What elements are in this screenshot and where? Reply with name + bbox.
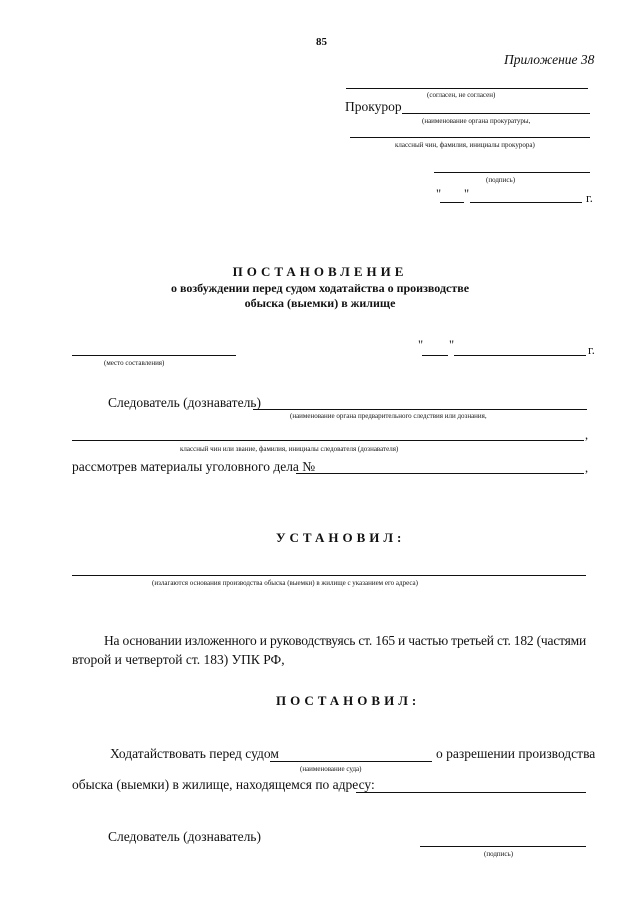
agree-line <box>346 88 588 89</box>
document-subtitle-line-2: обыска (выемки) в жилище <box>244 296 396 310</box>
court-name-line <box>270 761 432 762</box>
petition-start-text: Ходатайствовать перед судом <box>110 746 279 761</box>
prosecutor-organ-line <box>402 113 590 114</box>
page-number: 85 <box>316 36 327 48</box>
prosecutor-rank-line <box>350 137 590 138</box>
established-heading: УСТАНОВИЛ: <box>276 530 406 545</box>
investigator-organ-line <box>253 409 587 410</box>
prosecutor-date-month-line <box>470 202 582 203</box>
footer-investigator-label: Следователь (дознаватель) <box>108 829 261 844</box>
decided-heading: ПОСТАНОВИЛ: <box>276 693 421 708</box>
date-year-suffix: г. <box>588 343 595 357</box>
footer-signature-note: (подпись) <box>484 850 514 858</box>
prosecutor-date-day-line <box>440 202 464 203</box>
prosecutor-rank-note: классный чин, фамилия, инициалы прокурора) <box>395 141 535 149</box>
date-quote-close: " <box>449 338 455 352</box>
prosecutor-signature-note: (подпись) <box>486 176 516 184</box>
court-name-note: (наименование суда) <box>300 765 362 773</box>
appendix-label: Приложение 38 <box>504 52 595 67</box>
case-materials-text: рассмотрев материалы уголовного дела № <box>72 459 316 474</box>
agree-note: (согласен, не согласен) <box>427 91 496 99</box>
document-subtitle-line-1: о возбуждении перед судом ходатайства о производстве <box>170 281 470 295</box>
investigator-organ-note: (наименование органа предварительного следствия или дознания, <box>290 412 487 420</box>
investigator-rank-line <box>72 440 584 441</box>
address-line <box>356 792 586 793</box>
place-line <box>72 355 236 356</box>
prosecutor-signature-line <box>434 172 590 173</box>
place-note: (место составления) <box>104 359 165 367</box>
date-quote-open: " <box>418 338 424 352</box>
prosecutor-date-year-suffix: г. <box>586 191 593 205</box>
prosecutor-date-quote-close: " <box>464 187 470 201</box>
basis-line-2: второй и четвертой ст. 183) УПК РФ, <box>72 652 285 667</box>
date-month-line <box>454 355 586 356</box>
grounds-note: (излагаются основания производства обыска (выемки) в жилище с указанием его адреса) <box>152 579 418 587</box>
document-title: ПОСТАНОВЛЕНИЕ <box>232 264 408 279</box>
prosecutor-organ-note: (наименование органа прокуратуры, <box>422 117 531 125</box>
case-number-comma: , <box>585 461 589 475</box>
case-number-line <box>296 473 584 474</box>
grounds-line <box>72 575 586 576</box>
basis-line-1: На основании изложенного и руководствуясь ст. 165 и частью третьей ст. 182 (частями <box>104 633 587 648</box>
date-day-line <box>422 355 448 356</box>
prosecutor-date-quote-open: " <box>436 187 442 201</box>
prosecutor-label: Прокурор <box>345 99 402 114</box>
investigator-label: Следователь (дознаватель) <box>108 395 261 410</box>
footer-signature-line <box>420 846 586 847</box>
search-address-text: обыска (выемки) в жилище, находящемся по адресу: <box>72 777 375 792</box>
investigator-rank-comma: , <box>585 428 589 442</box>
investigator-rank-note: классный чин или звание, фамилия, инициалы следователя (дознавателя) <box>180 445 399 453</box>
petition-end-text: о разрешении производства <box>436 746 596 761</box>
